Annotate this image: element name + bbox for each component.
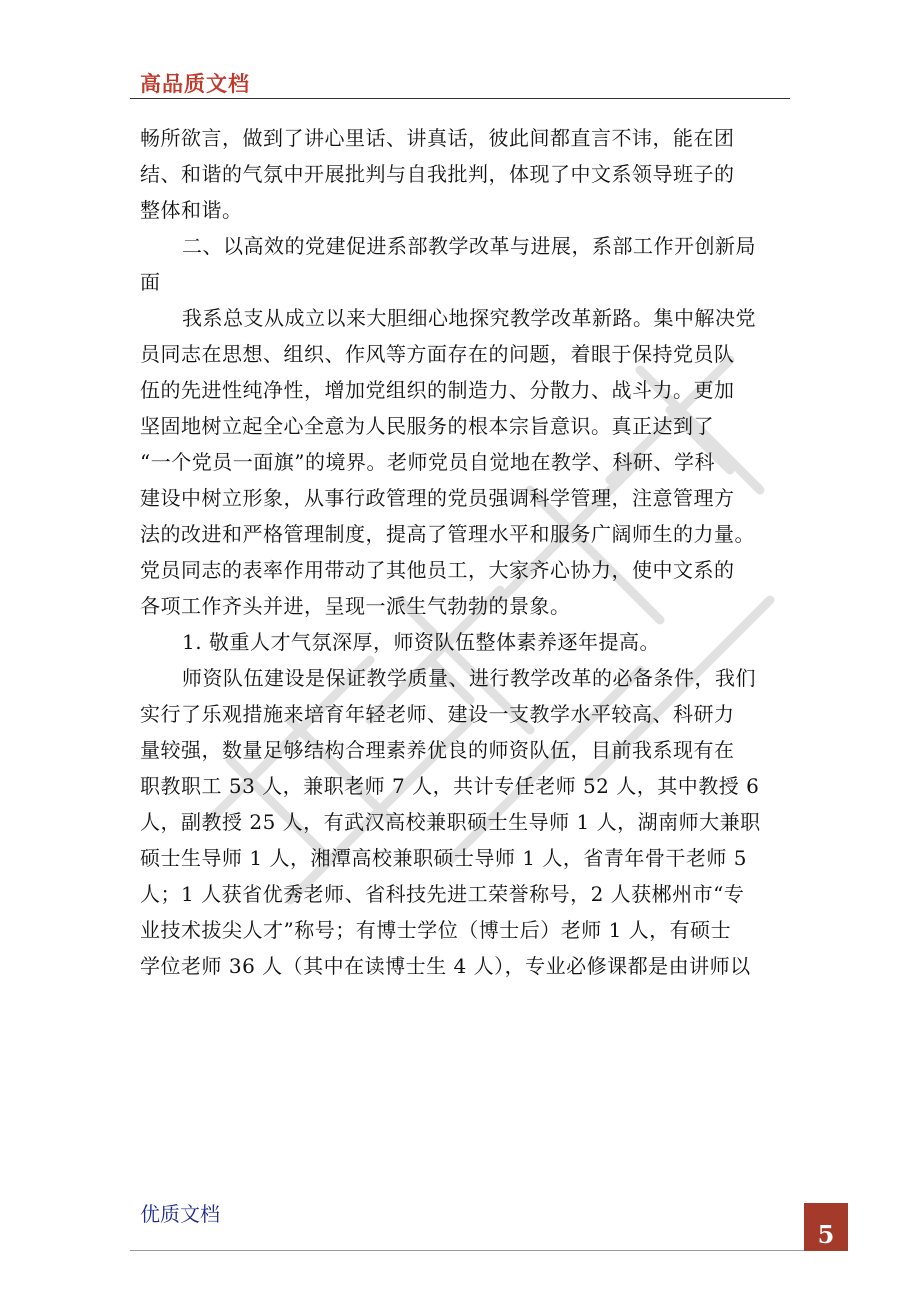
text-line: 业技术拔尖人才”称号；有博士学位（博士后）老师 1 人，有硕士 — [140, 918, 732, 942]
text-line: 职教职工 53 人，兼职老师 7 人，共计专任老师 52 人，其中教授 6 — [140, 774, 760, 798]
text-line: 量较强，数量足够结构合理素养优良的师资队伍，目前我系现有在 — [140, 738, 735, 762]
footer-title: 优质文档 — [140, 1202, 220, 1226]
text-line: 建设中树立形象，从事行政管理的党员强调科学管理，注意管理方 — [140, 486, 735, 510]
text-line: 各项工作齐头并进，呈现一派生气勃勃的景象。 — [140, 594, 571, 618]
text-line: 我系总支从成立以来大胆细心地探究教学改革新路。集中解决党 — [182, 306, 756, 330]
header-divider — [130, 98, 790, 99]
header-title: 高品质文档 — [140, 72, 250, 96]
section-heading-cont: 面 — [140, 270, 161, 294]
text-line: 人；1 人获省优秀老师、省科技先进工荣誉称号，2 人获郴州市“专 — [140, 882, 745, 906]
text-line: 员同志在思想、组织、作风等方面存在的问题，着眼于保持党员队 — [140, 342, 735, 366]
document-body — [140, 120, 792, 984]
text-line: 硕士生导师 1 人，湘潭高校兼职硕士导师 1 人，省青年骨干老师 5 — [140, 846, 747, 870]
text-line: “一个党员一面旗”的境界。老师党员自觉地在教学、科研、学科 — [140, 450, 715, 474]
section-heading: 二、以高效的党建促进系部教学改革与进展，系部工作开创新局 — [182, 234, 756, 258]
footer-divider — [130, 1250, 848, 1251]
text-line: 师资队伍建设是保证教学质量、进行教学改革的必备条件，我们 — [182, 666, 756, 690]
text-line: 伍的先进性纯净性，增加党组织的制造力、分散力、战斗力。更加 — [140, 378, 735, 402]
text-line: 结、和谐的气氛中开展批判与自我批判，体现了中文系领导班子的 — [140, 162, 735, 186]
text-line: 畅所欲言，做到了讲心里话、讲真话，彼此间都直言不讳，能在团 — [140, 126, 735, 150]
text-line: 坚固地树立起全心全意为人民服务的根本宗旨意识。真正达到了 — [140, 414, 714, 438]
text-line: 法的改进和严格管理制度，提高了管理水平和服务广阔师生的力量。 — [140, 522, 755, 546]
text-line: 党员同志的表率作用带动了其他员工，大家齐心协力，使中文系的 — [140, 558, 735, 582]
text-line: 整体和谐。 — [140, 198, 243, 222]
text-line: 人，副教授 25 人，有武汉高校兼职硕士生导师 1 人，湖南师大兼职 — [140, 810, 761, 834]
text-line: 实行了乐观措施来培育年轻老师、建设一支教学水平较高、科研力 — [140, 702, 735, 726]
text-line: 学位老师 36 人（其中在读博士生 4 人），专业必修课都是由讲师以 — [140, 954, 751, 978]
subsection-heading: 1. 敬重人才气氛深厚，师资队伍整体素养逐年提高。 — [182, 630, 660, 654]
page-number-badge: 5 — [804, 1203, 848, 1251]
